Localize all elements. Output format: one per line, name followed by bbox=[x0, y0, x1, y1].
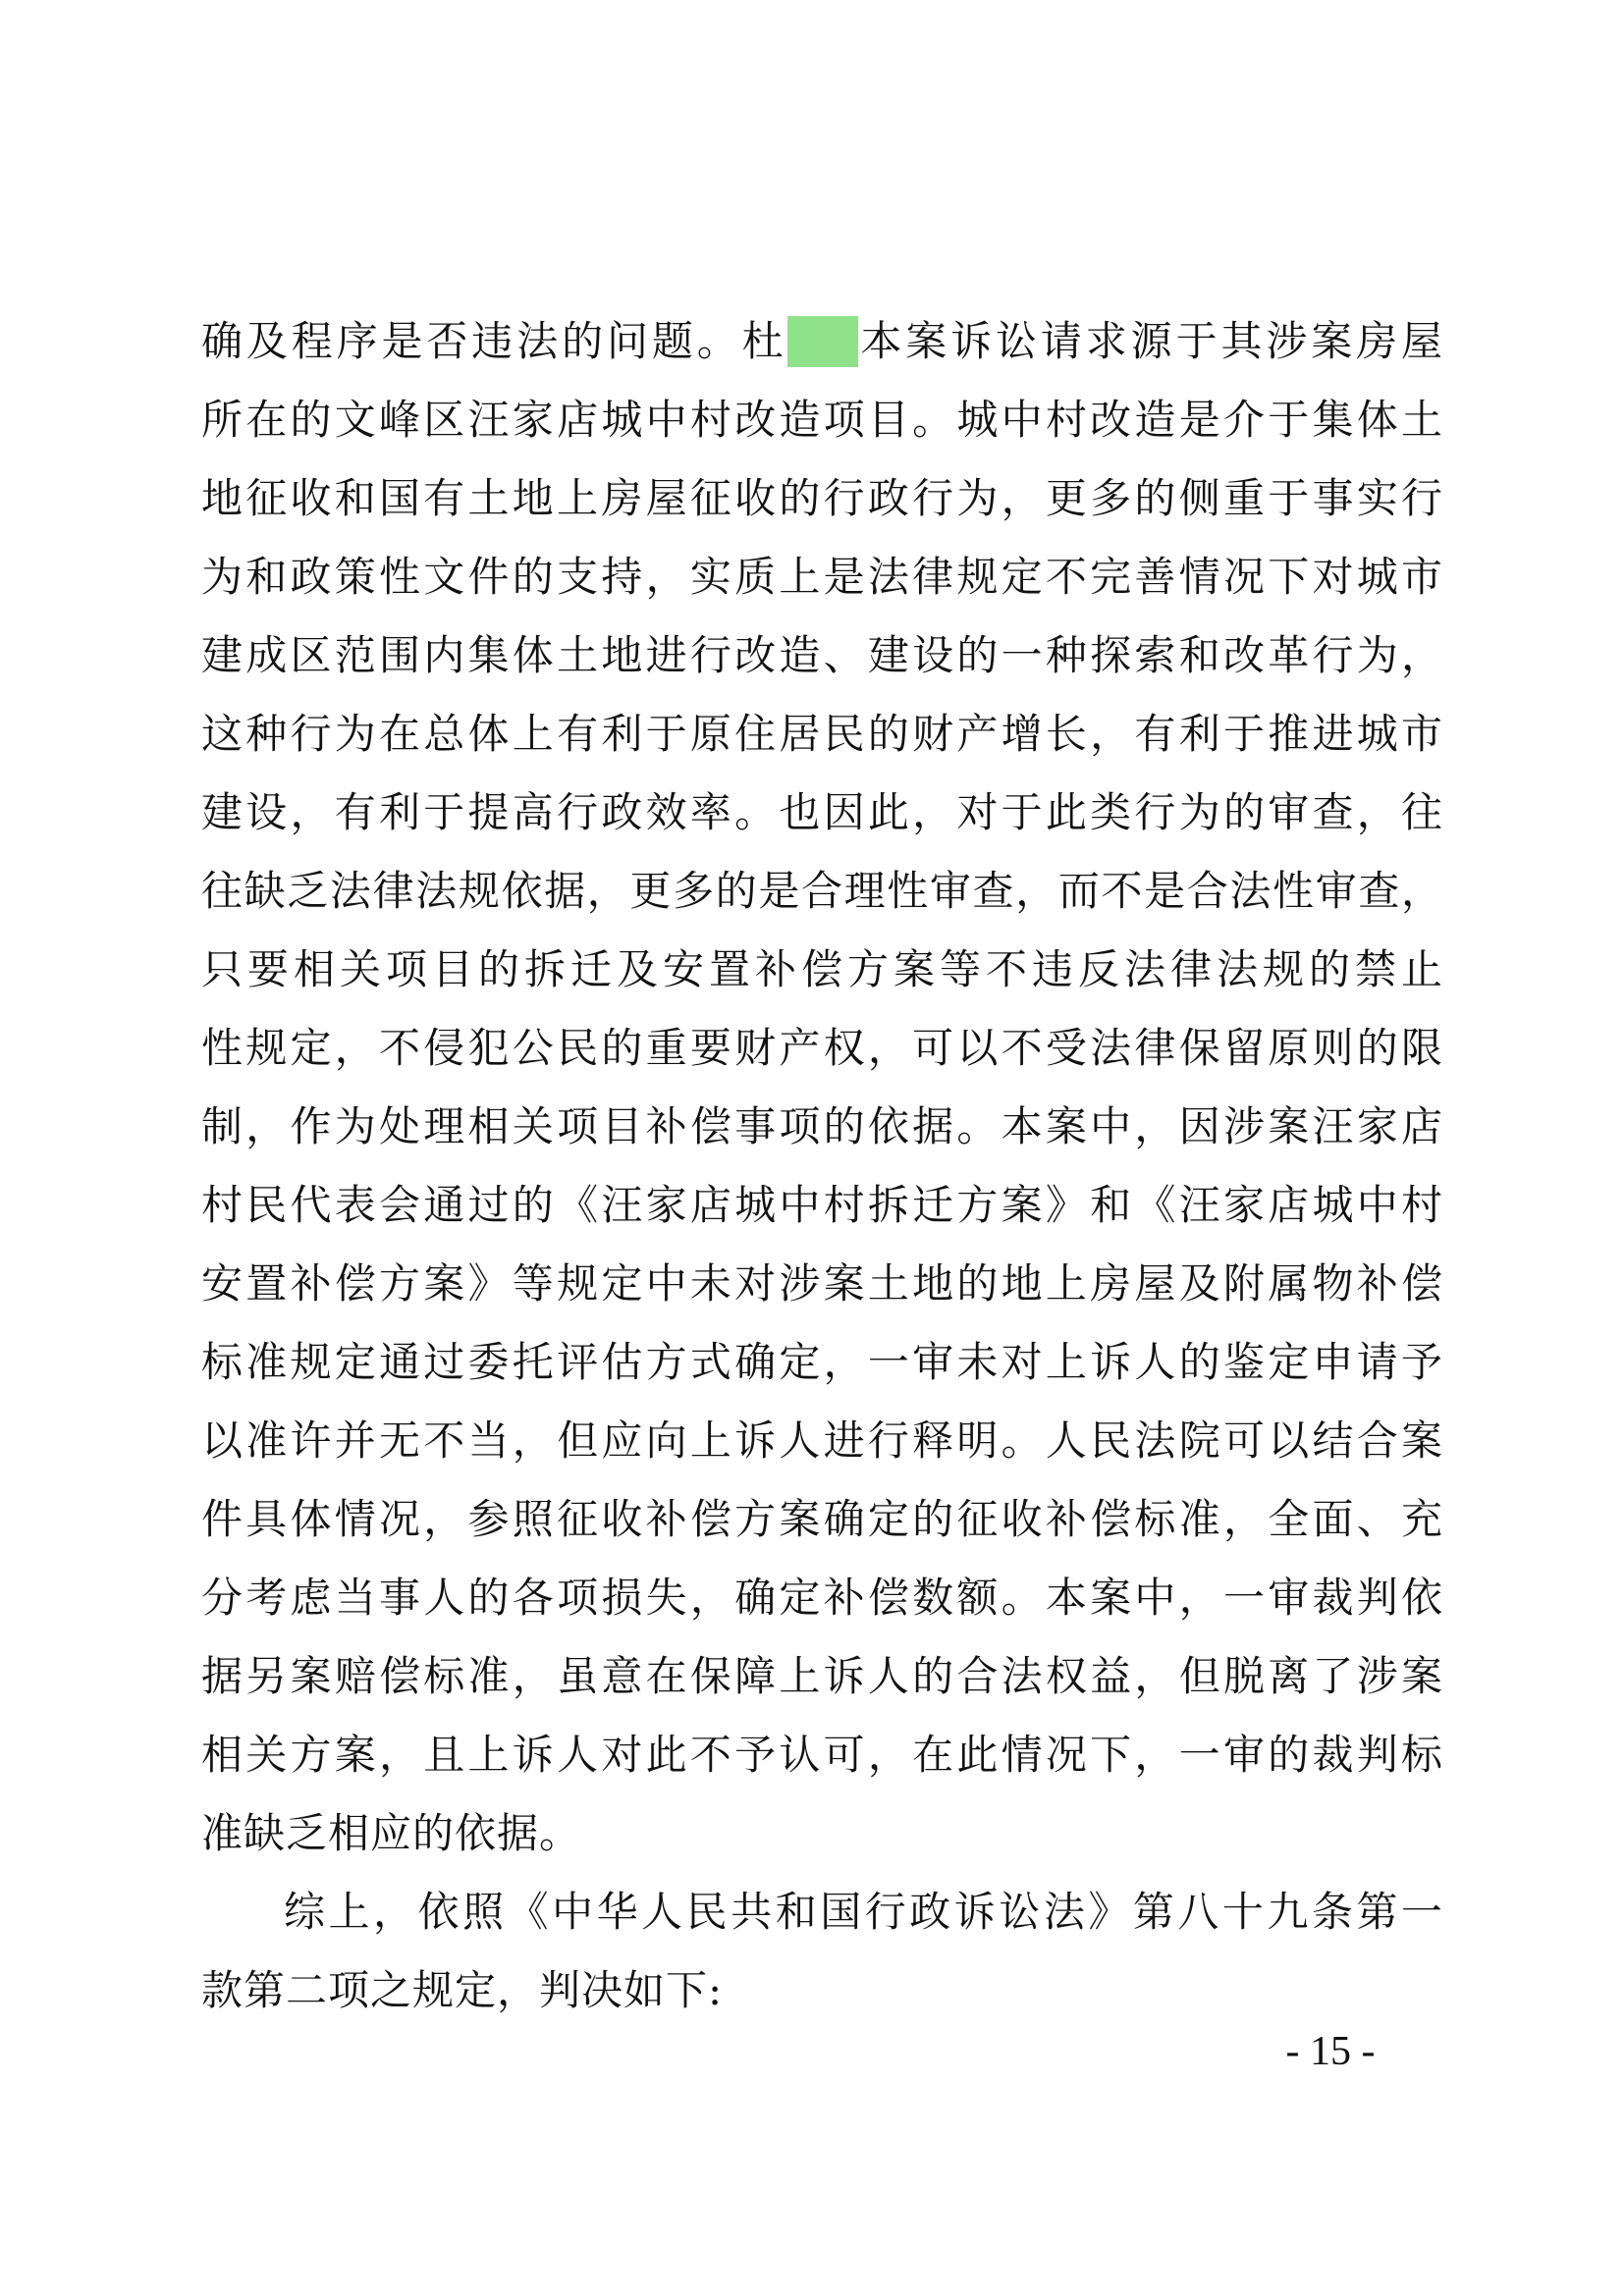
text-line-10: 性规定，不侵犯公民的重要财产权，可以不受法律保留原则的限 bbox=[201, 1024, 1443, 1072]
text-line-14: 标准规定通过委托评估方式确定，一审未对上诉人的鉴定申请予 bbox=[201, 1338, 1443, 1386]
text-line-15: 以准许并无不当，但应向上诉人进行释明。人民法院可以结合案 bbox=[201, 1416, 1443, 1465]
text-line-22: 款第二项之规定，判决如下: bbox=[201, 1966, 724, 2014]
text-line-5: 建成区范围内集体土地进行改造、建设的一种探索和改革行为， bbox=[201, 631, 1443, 679]
text-line-19: 相关方案，且上诉人对此不予认可，在此情况下，一审的裁判标 bbox=[201, 1731, 1443, 1779]
text-line-1 bbox=[201, 302, 1443, 381]
text-line-18: 据另案赔偿标准，虽意在保障上诉人的合法权益，但脱离了涉案 bbox=[201, 1652, 1443, 1700]
text-line-21: 综上，依照《中华人民共和国行政诉讼法》第八十九条第一 bbox=[284, 1888, 1443, 1936]
text-line-4: 为和政策性文件的支持，实质上是法律规定不完善情况下对城市 bbox=[201, 553, 1443, 601]
text-line-3: 地征收和国有土地上房屋征收的行政行为，更多的侧重于事实行 bbox=[201, 474, 1443, 522]
text-line-20: 准缺乏相应的依据。 bbox=[201, 1809, 582, 1857]
text-line-2: 所在的文峰区汪家店城中村改造项目。城中村改造是介于集体土 bbox=[201, 396, 1443, 444]
text-line-6: 这种行为在总体上有利于原住居民的财产增长，有利于推进城市 bbox=[201, 710, 1443, 758]
redaction-block bbox=[787, 316, 858, 367]
text-line-1-end: 本案诉讼请求源于其涉案房屋 bbox=[857, 317, 1443, 365]
text-line-7: 建设，有利于提高行政效率。也因此，对于此类行为的审查，往 bbox=[201, 788, 1443, 836]
text-line-16: 件具体情况，参照征收补偿方案确定的征收补偿标准，全面、充 bbox=[201, 1495, 1443, 1543]
text-line-17: 分考虑当事人的各项损失，确定补偿数额。本案中，一审裁判依 bbox=[201, 1574, 1443, 1622]
text-line-1-start: 确及程序是否违法的问题。杜 bbox=[201, 317, 787, 365]
text-line-13: 安置补偿方案》等规定中未对涉案土地的地上房屋及附属物补偿 bbox=[201, 1259, 1443, 1308]
text-line-9: 只要相关项目的拆迁及安置补偿方案等不违反法律法规的禁止 bbox=[201, 945, 1443, 993]
text-line-8: 往缺乏法律法规依据，更多的是合理性审查，而不是合法性审查， bbox=[201, 867, 1443, 915]
text-line-11: 制，作为处理相关项目补偿事项的依据。本案中，因涉案汪家店 bbox=[201, 1102, 1443, 1150]
page-number: - 15 - bbox=[1285, 2029, 1376, 2074]
text-line-12: 村民代表会通过的《汪家店城中村拆迁方案》和《汪家店城中村 bbox=[201, 1181, 1443, 1229]
